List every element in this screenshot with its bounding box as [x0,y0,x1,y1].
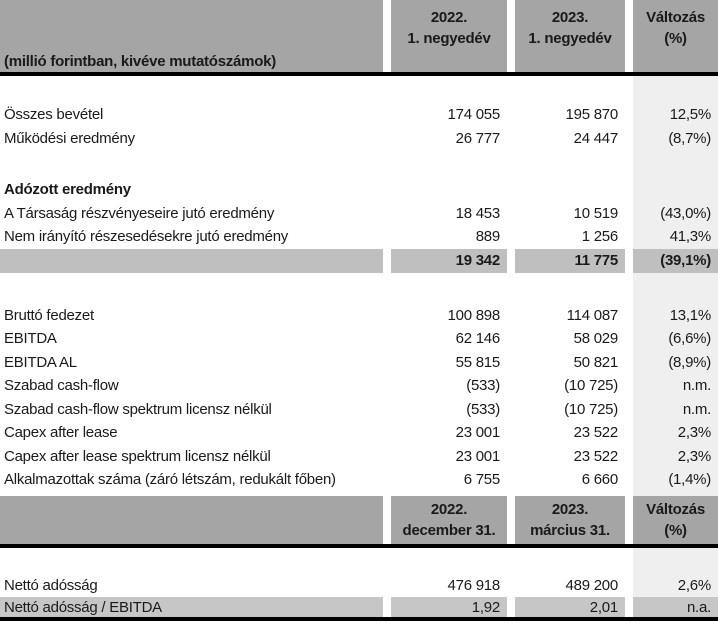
value-2023: 114 087 [566,306,618,324]
change-value: (43,0%) [633,202,718,226]
column-header-year: 2023. [551,9,589,26]
column-header-2023-mar31 [515,496,625,544]
value-2023: 2,01 [515,597,625,617]
value-2022: (533) [466,377,500,395]
value-2022: 26 777 [455,129,500,147]
change-value: (8,9%) [633,351,718,375]
value-2023: 11 775 [515,249,625,273]
column-header-change-unit: (%) [664,30,687,47]
value-2022: 23 001 [455,447,500,465]
column-header-2022-q1 [391,0,507,72]
change-value: 13,1% [633,304,718,328]
table-bottom-line [0,617,718,621]
value-2023: 1 256 [581,228,618,246]
table-row [0,351,718,375]
row-label: Capex after lease spektrum licensz nélkül [4,447,271,465]
spacer-cell [391,273,507,304]
unit-note-cell [0,0,383,72]
value-2022: 174 055 [447,106,500,124]
change-value: n.m. [633,374,718,398]
change-value: 12,5% [633,103,718,127]
value-2023: 58 029 [573,330,618,348]
value-2022: 62 146 [455,330,500,348]
value-2022: 6 755 [463,471,500,489]
change-value: 2,6% [633,574,718,598]
table-row [0,398,718,422]
value-2023: (10 725) [564,377,618,395]
row-label: Nem irányító részesedésekre jutó eredmény [4,228,289,246]
table-row [0,374,718,398]
value-2023: 23 522 [573,424,618,442]
change-value: (8,7%) [633,127,718,151]
table-spacer-row [0,548,718,574]
value-2022: 23 001 [455,424,500,442]
unit-note: (millió forintban, kivéve mutatószámok) [4,53,276,70]
value-2022: 18 453 [455,204,500,222]
change-value [633,178,718,202]
value-2022: 100 898 [447,306,500,324]
column-header-change [633,0,718,72]
value-2023: 24 447 [573,129,618,147]
change-value: 41,3% [633,225,718,249]
value-2023: 10 519 [573,204,618,222]
row-label: Szabad cash-flow [4,377,119,395]
row-label [0,249,383,273]
table-spacer-row [0,76,718,103]
table-row [0,327,718,351]
column-header-change-unit: (%) [664,521,687,539]
spacer-cell [515,150,625,178]
column-header-period: december 31. [402,521,496,539]
table-row [0,202,718,226]
table-header-balance [0,496,718,544]
row-label: A Társaság részvényeseire jutó eredmény [4,204,275,222]
row-label: Bruttó fedezet [4,306,94,324]
spacer-cell [0,150,383,178]
table-row [0,127,718,151]
value-2022: 55 815 [455,353,500,371]
row-label: Összes bevétel [4,106,104,124]
spacer-cell [0,548,383,574]
table-row [0,178,718,202]
row-label: Capex after lease [4,424,118,442]
column-header-period: március 31. [530,521,610,539]
spacer-cell [515,273,625,304]
spacer-cell [633,273,718,304]
spacer-cell [633,548,718,574]
table-row [0,574,718,598]
column-header-period: 1. negyedév [407,30,491,47]
column-header-year: 2022. [430,500,468,518]
row-label: Szabad cash-flow spektrum licensz nélkül [4,400,272,418]
change-value: (6,6%) [633,327,718,351]
value-2023: 23 522 [573,447,618,465]
spacer-cell [515,76,625,103]
table-header-quarterly [0,0,718,72]
spacer-cell [391,150,507,178]
empty-header-cell [0,496,383,544]
table-row [0,597,718,617]
value-2023: 50 821 [573,353,618,371]
value-2023: 6 660 [581,471,618,489]
spacer-cell [0,273,383,304]
table-row [0,103,718,127]
change-value: n.a. [633,597,718,617]
spacer-cell [633,150,718,178]
row-label: Működési eredmény [4,129,135,147]
income-kpi-section [0,76,718,496]
column-header-change-label: Változás [646,9,705,26]
column-header-2023-q1 [515,0,625,72]
change-value: 2,3% [633,445,718,469]
table-row [0,304,718,328]
value-2022: (533) [466,400,500,418]
column-header-period: 1. negyedév [528,30,612,47]
spacer-cell [0,76,383,103]
value-2022: 889 [475,228,500,246]
table-row [0,249,718,273]
row-label: EBITDA AL [4,353,77,371]
table-row [0,225,718,249]
column-header-2022-dec31 [391,496,507,544]
change-value: 2,3% [633,421,718,445]
change-value: (1,4%) [633,468,718,492]
column-header-year: 2023. [551,500,589,518]
table-spacer-row [0,150,718,178]
value-2023: 195 870 [565,106,618,124]
net-debt-section [0,548,718,618]
value-2022: 476 918 [447,576,500,594]
row-label: EBITDA [4,330,57,348]
row-label: Nettó adósság [4,576,98,594]
value-2023: (10 725) [564,400,618,418]
column-header-change-label: Változás [646,500,705,518]
value-2022: 1,92 [391,597,507,617]
spacer-cell [391,548,507,574]
value-2023: 489 200 [565,576,618,594]
change-value: n.m. [633,398,718,422]
value-2022: 19 342 [391,249,507,273]
column-header-year: 2022. [430,9,468,26]
row-label: Nettó adósság / EBITDA [0,597,383,617]
table-row [0,468,718,492]
spacer-cell [633,76,718,103]
table-row [0,421,718,445]
spacer-cell [515,548,625,574]
row-label: Adózott eredmény [4,181,131,199]
table-row [0,445,718,469]
change-value: (39,1%) [633,249,718,273]
column-header-change [633,496,718,544]
spacer-cell [391,76,507,103]
value-2023 [515,178,625,202]
table-spacer-row [0,273,718,304]
row-label: Alkalmazottak száma (záró létszám, redukált főben) [4,471,336,489]
value-2022 [391,178,507,202]
